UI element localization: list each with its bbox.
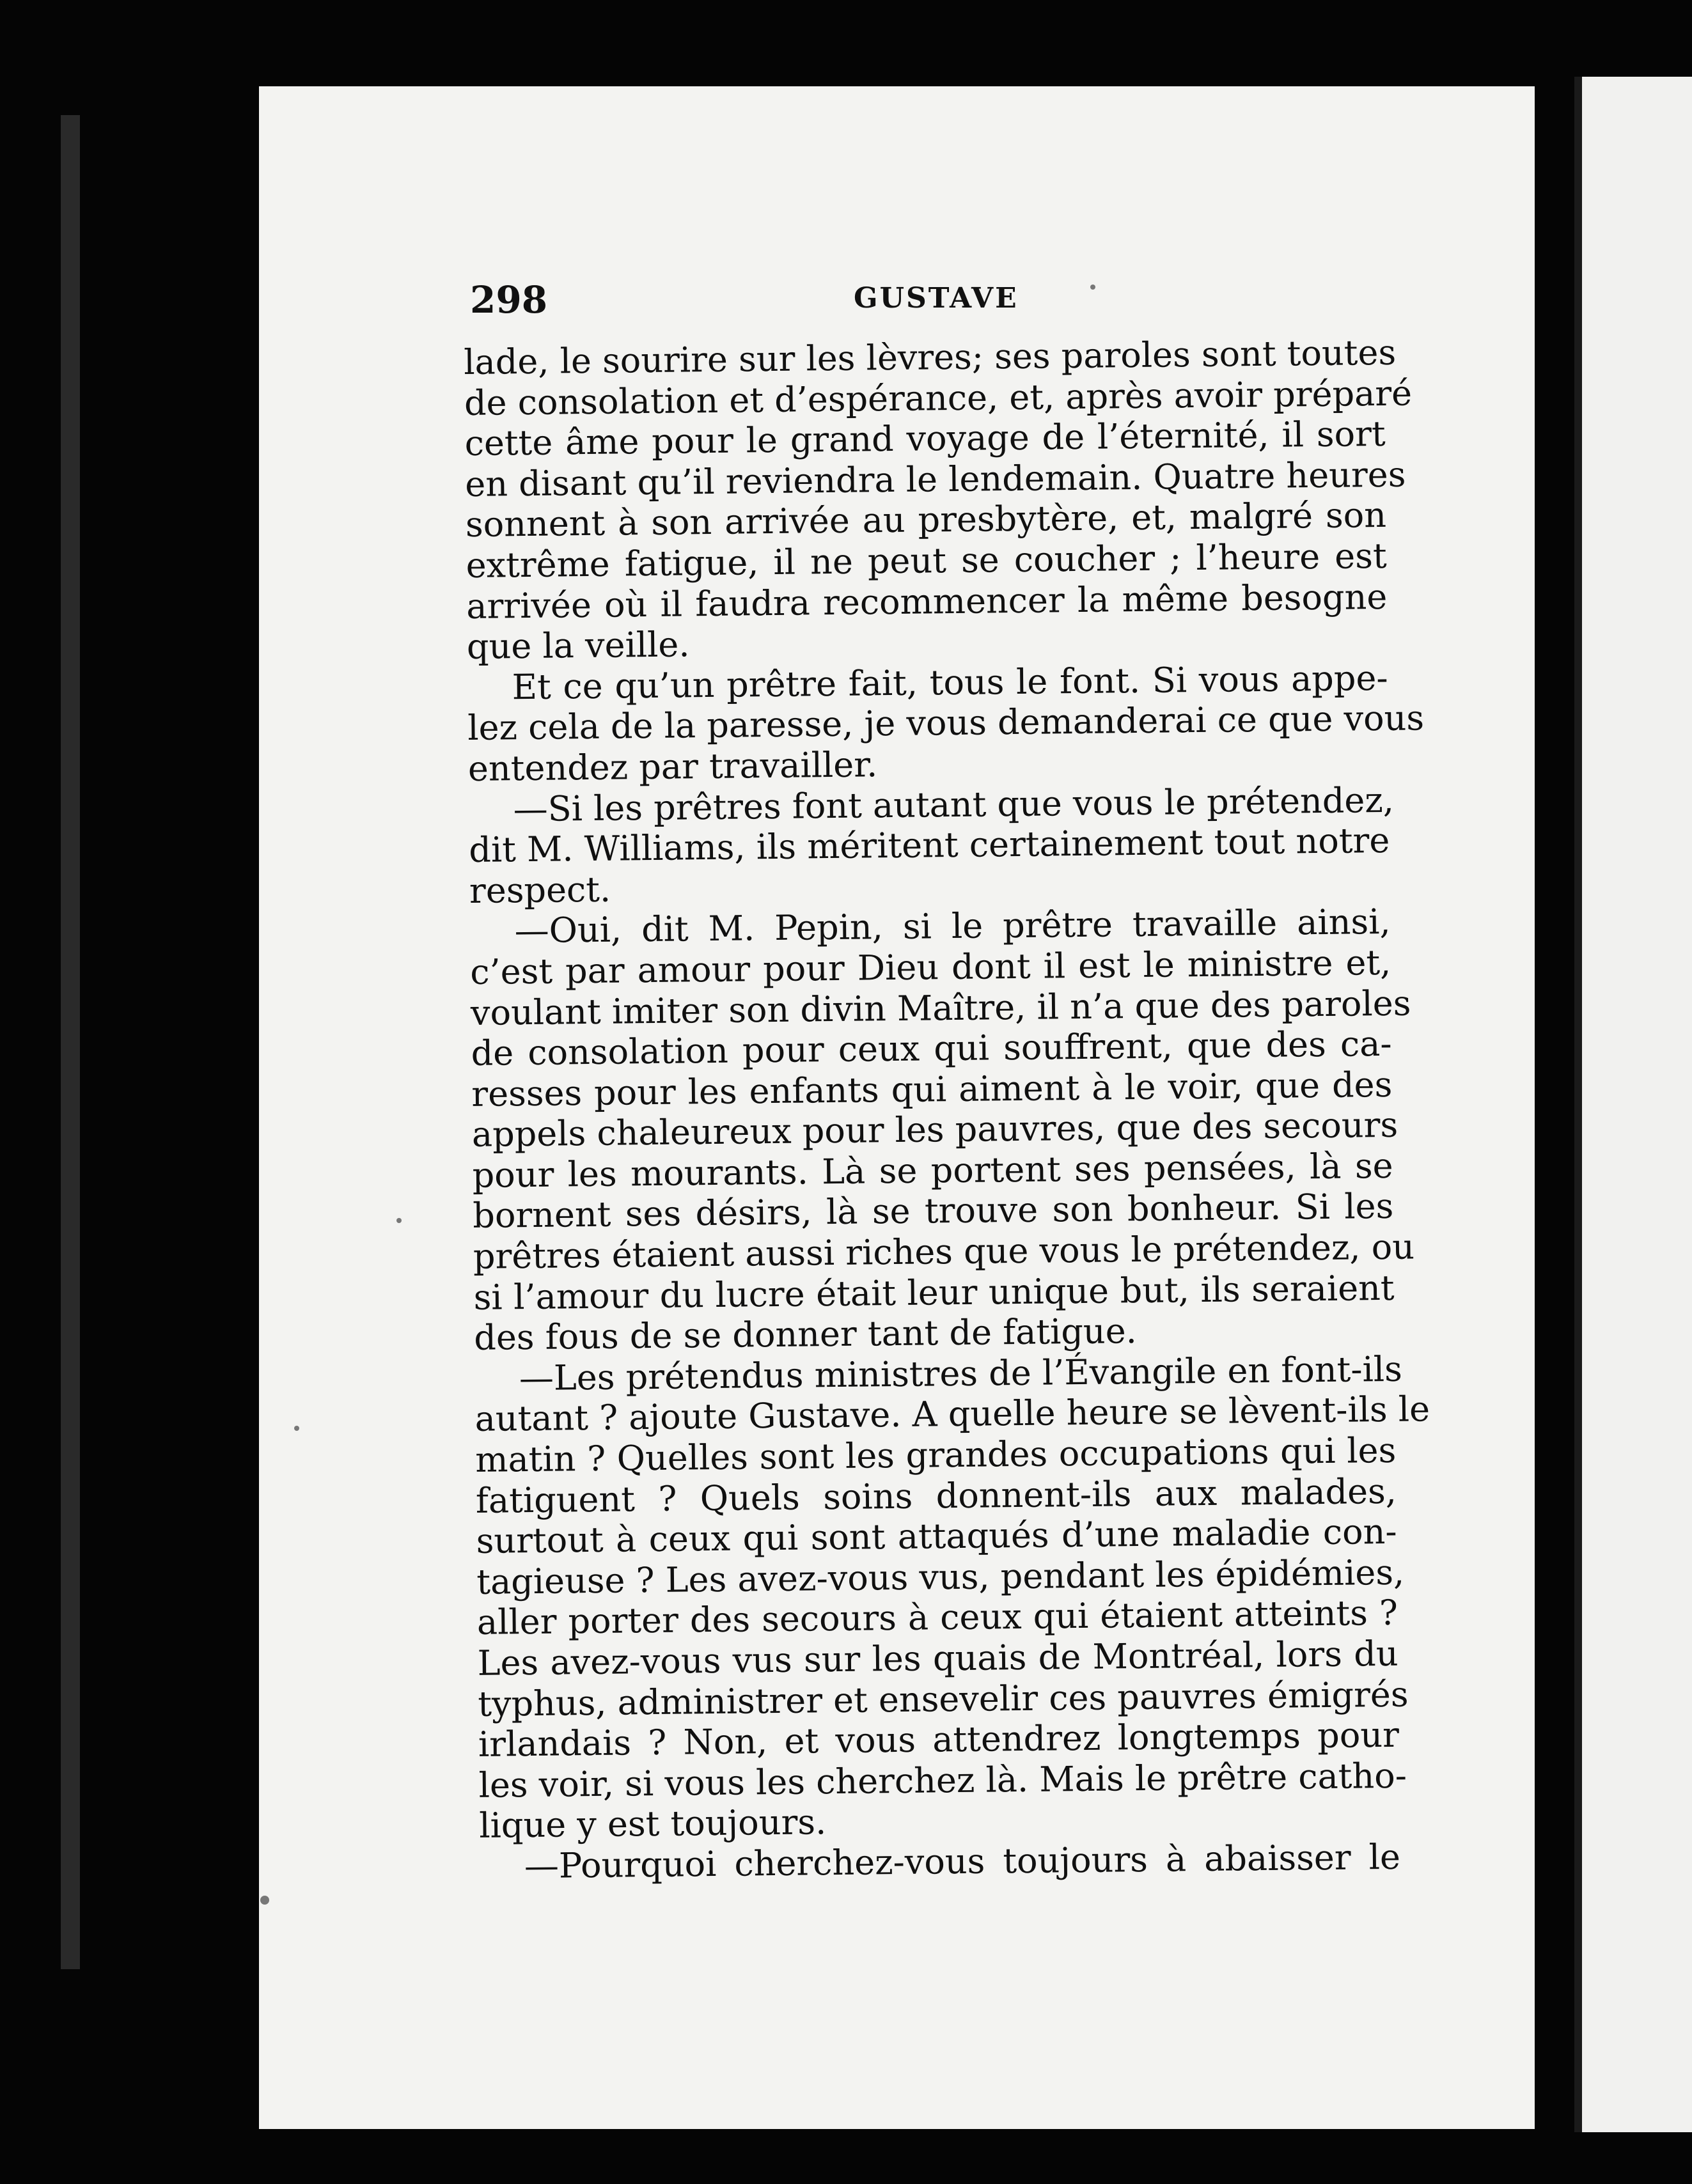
text-line: autant ? ajoute Gustave. A quelle heure se lèvent-ils le: [474, 1389, 1430, 1440]
text-line: entendez par travailler.: [467, 744, 878, 789]
text-line: des fous de se donner tant de fatigue.: [473, 1311, 1138, 1359]
text-line: Les avez-vous vus sur les quais de Montréal, lors du: [477, 1633, 1398, 1683]
text-line: les voir, si vous les cherchez là. Mais le prêtre catho-: [478, 1755, 1407, 1806]
text-line: respect.: [469, 869, 611, 911]
book-page: [259, 86, 1535, 2129]
scan-speck: [396, 1218, 402, 1223]
text-line: —Si les prêtres font autant que vous le prétendez,: [513, 779, 1395, 829]
text-line: —Oui, dit M. Pepin, si le prêtre travaille ainsi,: [514, 901, 1391, 951]
text-line: cette âme pour le grand voyage de l’éternité, il sort: [464, 414, 1386, 464]
text-line: extrême fatigue, il ne peut se coucher ; l’heure est: [466, 535, 1387, 586]
text-line: prêtres étaient aussi riches que vous le prétendez, ou: [473, 1226, 1415, 1277]
text-line: lique y est toujours.: [478, 1802, 827, 1846]
text-line: appels chaleureux pour les pauvres, que des secours: [471, 1105, 1398, 1155]
body-text: [464, 332, 1430, 1887]
text-line: en disant qu’il reviendra le lendemain. Quatre heures: [464, 454, 1406, 504]
text-line: aller porter des secours à ceux qui étaient atteints ?: [476, 1593, 1398, 1643]
adjacent-page: [1574, 77, 1692, 2132]
running-title: GUSTAVE: [854, 282, 1019, 315]
text-line: fatiguent ? Quels soins donnent-ils aux malades,: [475, 1470, 1397, 1521]
text-line: que la veille.: [466, 624, 690, 667]
text-line: —Les prétendus ministres de l’Évangile en font-ils: [519, 1348, 1403, 1399]
adjacent-page-edge: [1574, 77, 1582, 2132]
page-header: [470, 278, 1365, 329]
text-line: sonnent à son arrivée au presbytère, et, malgré son: [465, 495, 1387, 545]
text-line: resses pour les enfants qui aiment à le voir, que des: [471, 1064, 1393, 1114]
text-line: arrivée où il faudra recommencer la même besogne: [466, 576, 1388, 627]
text-line: —Pourquoi cherchez-vous toujours à abaisser le: [524, 1836, 1401, 1887]
page-number: 298: [470, 278, 548, 322]
text-line: lez cela de la paresse, je vous demanderai ce que vous: [467, 698, 1425, 749]
text-line: pour les mourants. Là se portent ses pensées, là se: [472, 1145, 1393, 1196]
scan-speck: [1090, 285, 1095, 290]
text-line: de consolation pour ceux qui souffrent, que des ca-: [471, 1023, 1392, 1074]
text-line: de consolation et d’espérance, et, après avoir préparé: [464, 373, 1413, 423]
text-line: typhus, administrer et ensevelir ces pauvres émigrés: [477, 1674, 1409, 1724]
text-line: matin ? Quelles sont les grandes occupations qui les: [474, 1430, 1397, 1480]
text-line: lade, le sourire sur les lèvres; ses paroles sont toutes: [464, 332, 1397, 382]
scan-speck: [260, 1896, 269, 1905]
text-line: voulant imiter son divin Maître, il n’a que des paroles: [470, 983, 1411, 1033]
text-line: si l’amour du lucre était leur unique but, ils seraient: [473, 1267, 1395, 1318]
text-line: tagieuse ? Les avez-vous vus, pendant les épidémies,: [476, 1552, 1405, 1602]
text-line: Et ce qu’un prêtre fait, tous le font. Si vous appe-: [512, 657, 1388, 707]
text-line: dit M. Williams, ils méritent certainement tout notre: [468, 820, 1390, 871]
text-line: irlandais ? Non, et vous attendrez longtemps pour: [478, 1714, 1400, 1765]
text-line: surtout à ceux qui sont attaqués d’une maladie con-: [476, 1511, 1397, 1562]
scan-speck: [294, 1426, 299, 1431]
text-line: c’est par amour pour Dieu dont il est le ministre et,: [469, 942, 1391, 992]
text-line: bornent ses désirs, là se trouve son bonheur. Si les: [472, 1186, 1394, 1236]
scan-left-border: [61, 115, 80, 1969]
